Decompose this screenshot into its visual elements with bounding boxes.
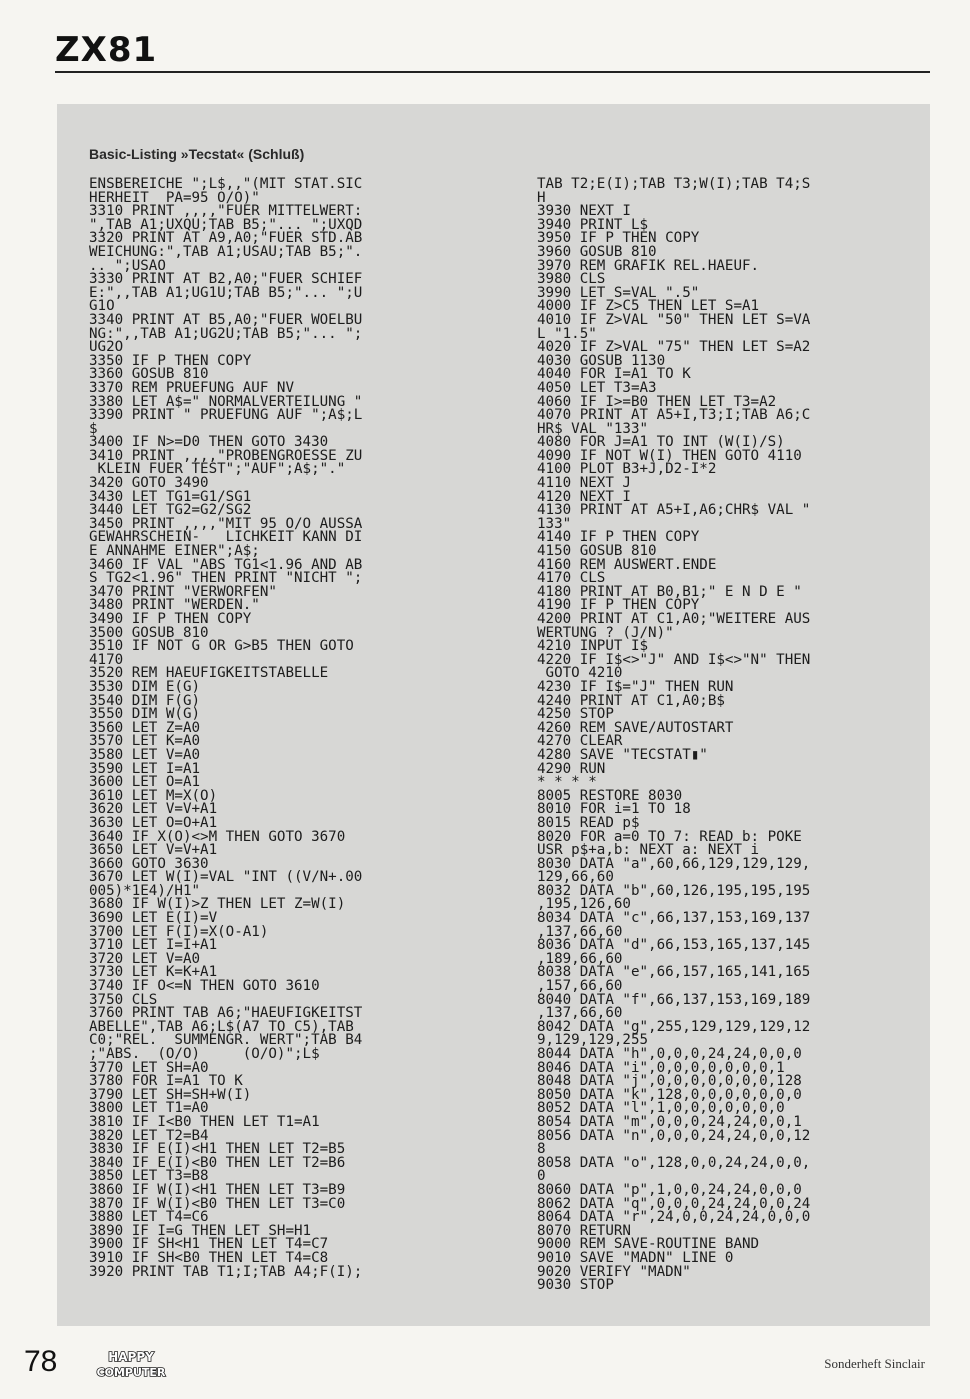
code-line: 3490 IF P THEN COPY <box>89 611 252 627</box>
code-line: H <box>537 189 546 206</box>
code-line: 3550 DIM W(G) <box>89 706 201 723</box>
code-line: USR p$+a,b: NEXT a: NEXT i <box>537 842 760 859</box>
listing-caption: Basic-Listing »Tecstat« (Schluß) <box>89 146 305 162</box>
code-line: 4220 IF I$<>"J" AND I$<>"N" THEN <box>537 651 811 668</box>
code-line: 8054 DATA "m",0,0,0,24,24,0,0,1 <box>537 1113 802 1130</box>
code-line: ABELLE",TAB A6;L$(A7 TO C5),TAB <box>89 1018 354 1035</box>
code-line: 3330 PRINT AT B2,A0;"FUER SCHIEF <box>89 271 363 288</box>
code-line: 3720 LET V=A0 <box>89 950 201 967</box>
code-line: 4210 INPUT I$ <box>537 638 649 655</box>
code-line: 3680 IF W(I)>Z THEN LET Z=W(I) <box>89 896 346 913</box>
code-line: E ANNAHME EINER";A$; <box>89 543 260 560</box>
code-line: .. ";USAO <box>89 257 166 274</box>
code-line: 8036 DATA "d",66,153,165,137,145 <box>537 937 811 954</box>
code-line: 3630 LET O=O+A1 <box>89 814 218 831</box>
code-line: 4080 FOR J=A1 TO INT (W(I)/S) <box>537 434 785 451</box>
code-line: 3900 IF SH<H1 THEN LET T4=C7 <box>89 1236 329 1253</box>
code-line: 3450 PRINT ,,,,"MIT 95 O/O AUSSA <box>89 515 363 532</box>
code-line: 4160 REM AUSWERT.ENDE <box>537 556 717 573</box>
code-line: NG:",,TAB A1;UG2U;TAB B5;"... "; <box>89 325 363 342</box>
code-line: * * * * <box>537 774 597 791</box>
code-line: 4250 STOP <box>537 706 614 723</box>
code-line: 8048 DATA "j",0,0,0,0,0,0,0,128 <box>537 1073 802 1090</box>
code-line: 3340 PRINT AT B5,A0;"FUER WOELBU <box>89 311 363 328</box>
code-line: 8058 DATA "o",128,0,0,24,24,0,0, <box>537 1154 811 1171</box>
code-line: 3410 PRINT ,,,,"PROBENGROESSE ZU <box>89 447 363 464</box>
code-line: 3400 IF N>=D0 THEN GOTO 3430 <box>89 434 329 451</box>
logo-text-top: HAPPY <box>108 1350 154 1364</box>
code-line: 3350 IF P THEN COPY <box>89 352 252 369</box>
code-line: 3710 LET I=I+A1 <box>89 937 218 954</box>
code-line: 4040 FOR I=A1 TO K <box>537 366 691 383</box>
code-line: 3470 PRINT "VERWORFEN" <box>89 583 277 600</box>
code-line: GOTO 4210 <box>537 665 623 682</box>
code-line: 3390 PRINT " PRUEFUNG AUF ";A$;L <box>89 407 363 424</box>
code-line: 005)*1E4)/H1" <box>89 882 201 899</box>
code-line: 8062 DATA "q",0,0,0,24,24,0,0,24 <box>537 1195 811 1212</box>
code-line: 3920 PRINT TAB T1;I;TAB A4;F(I); <box>89 1263 363 1280</box>
code-line: 3430 LET TG1=G1/SG1 <box>89 488 252 505</box>
code-line: ,195,126,60 <box>537 896 631 913</box>
code-line: 8005 RESTORE 8030 <box>537 787 683 804</box>
code-line: 4260 REM SAVE/AUTOSTART <box>537 719 734 736</box>
code-line: 3510 IF NOT G OR G>B5 THEN GOTO <box>89 638 354 655</box>
code-line: 8050 DATA "k",128,0,0,0,0,0,0,0 <box>537 1086 802 1103</box>
code-line: 4170 <box>89 651 124 668</box>
code-line: 3460 IF VAL "ABS TG1<1.96 AND AB <box>89 556 363 573</box>
code-line: 8015 READ p$ <box>537 814 640 831</box>
code-line: 3730 LET K=K+A1 <box>89 964 218 981</box>
code-line: $ <box>89 420 98 437</box>
code-line: 3660 GOTO 3630 <box>89 855 209 872</box>
code-line: HERHEIT PA=95 O/O)" <box>89 189 260 206</box>
code-line: 3820 LET T2=B4 <box>89 1127 209 1144</box>
header-rule <box>55 71 930 73</box>
code-line: 129,66,60 <box>537 869 614 886</box>
code-line: 4270 CLEAR <box>537 733 623 750</box>
code-line: 4200 PRINT AT C1,A0;"WEITERE AUS <box>537 611 811 627</box>
code-line: 8030 DATA "a",60,66,129,129,129, <box>537 855 811 872</box>
code-line: 3760 PRINT TAB A6;"HAEUFIGKEITST <box>89 1005 363 1022</box>
code-line: 9020 VERIFY "MADN" <box>537 1263 691 1280</box>
code-line: 8010 FOR i=1 TO 18 <box>537 801 691 818</box>
code-line: 3610 LET M=X(O) <box>89 787 218 804</box>
code-line: 3690 LET E(I)=V <box>89 910 218 927</box>
code-line: 3940 PRINT L$ <box>537 216 649 233</box>
code-line: 4240 PRINT AT C1,A0;B$ <box>537 692 725 709</box>
logo-text-bottom: COMPUTER <box>96 1366 166 1379</box>
code-line: 8042 DATA "g",255,129,129,129,12 <box>537 1018 811 1035</box>
code-line: 3850 LET T3=B8 <box>89 1168 209 1185</box>
code-line: 3740 IF O<=N THEN GOTO 3610 <box>89 978 320 995</box>
code-line: 3870 IF W(I)<B0 THEN LET T3=C0 <box>89 1195 346 1212</box>
code-line: 8070 RETURN <box>537 1222 631 1239</box>
code-line: 8046 DATA "i",0,0,0,0,0,0,0,1 <box>537 1059 785 1076</box>
code-line: 4230 IF I$="J" THEN RUN <box>537 678 734 695</box>
code-line: 4140 IF P THEN COPY <box>537 529 700 546</box>
code-line: 9,129,129,255 <box>537 1032 649 1049</box>
code-line: ,189,66,60 <box>537 950 623 967</box>
code-line: 3910 IF SH<B0 THEN LET T4=C8 <box>89 1249 329 1266</box>
code-line: 4070 PRINT AT A5+I,T3;I;TAB A6;C <box>537 407 811 424</box>
code-line: 3570 LET K=A0 <box>89 733 201 750</box>
code-line: 8032 DATA "b",60,126,195,195,195 <box>537 882 811 899</box>
code-line: 3980 CLS <box>537 271 606 288</box>
code-line: 8 <box>537 1141 546 1158</box>
code-line: 3310 PRINT ,,,,"FUER MITTELWERT: <box>89 203 363 220</box>
code-line: 3770 LET SH=A0 <box>89 1059 209 1076</box>
code-line: 4130 PRINT AT A5+I,A6;CHR$ VAL " <box>537 502 811 519</box>
code-line: 3880 LET T4=C6 <box>89 1209 209 1226</box>
code-line: 133" <box>537 515 572 532</box>
code-line: 8060 DATA "p",1,0,0,24,24,0,0,0 <box>537 1181 802 1198</box>
code-line: UG2O <box>89 339 124 356</box>
code-line: 3990 LET S=VAL ".5" <box>537 284 700 301</box>
code-line: 3860 IF W(I)<H1 THEN LET T3=B9 <box>89 1181 346 1198</box>
code-line: 3970 REM GRAFIK REL.HAEUF. <box>537 257 760 274</box>
listing-column-left <box>89 178 362 1279</box>
code-line: ENSBEREICHE ";L$,,"(MIT STAT.SIC <box>89 176 363 192</box>
code-line: 8064 DATA "r",24,0,0,24,24,0,0,0 <box>537 1209 811 1226</box>
code-line: 3750 CLS <box>89 991 158 1008</box>
code-line: TAB T2;E(I);TAB T3;W(I);TAB T4;S <box>537 176 811 192</box>
code-line: 3480 PRINT "WERDEN." <box>89 597 260 614</box>
code-line: 3930 NEXT I <box>537 203 631 220</box>
code-line: 3620 LET V=V+A1 <box>89 801 218 818</box>
code-line: 4020 IF Z>VAL "75" THEN LET S=A2 <box>537 339 811 356</box>
code-line: 9010 SAVE "MADN" LINE 0 <box>537 1249 734 1266</box>
code-line: WERTUNG ? (J/N)" <box>537 624 674 641</box>
code-line: 4090 IF NOT W(I) THEN GOTO 4110 <box>537 447 802 464</box>
code-line: 3650 LET V=V+A1 <box>89 842 218 859</box>
code-line: 3950 IF P THEN COPY <box>537 230 700 247</box>
code-line: 8034 DATA "c",66,137,153,169,137 <box>537 910 811 927</box>
code-line: 8040 DATA "f",66,137,153,169,189 <box>537 991 811 1008</box>
publication-name: Sonderheft Sinclair <box>824 1356 925 1371</box>
code-line: 3590 LET I=A1 <box>89 760 201 777</box>
code-line: 4010 IF Z>VAL "50" THEN LET S=VA <box>537 311 811 328</box>
code-line: 3790 LET SH=SH+W(I) <box>89 1086 252 1103</box>
code-line: 3370 REM PRUEFUNG AUF NV <box>89 379 294 396</box>
code-line: ,157,66,60 <box>537 978 623 995</box>
code-line: GEWAHRSCHEIN- LICHKEIT KANN DI <box>89 529 363 546</box>
magazine-section-title: ZX81 <box>55 30 158 70</box>
code-line: 8020 FOR a=0 TO 7: READ b: POKE <box>537 828 802 845</box>
code-line: WEICHUNG:",TAB A1;USAU;TAB B5;". <box>89 243 363 260</box>
code-line: L "1.5" <box>537 325 597 342</box>
code-line: C0;"REL. SUMMENGR. WERT";TAB B4 <box>89 1032 363 1049</box>
code-line: 4100 PLOT B3+J,D2-I*2 <box>537 461 717 478</box>
code-line: 3440 LET TG2=G2/SG2 <box>89 502 252 519</box>
code-line: 8038 DATA "e",66,157,165,141,165 <box>537 964 811 981</box>
code-line: 3580 LET V=A0 <box>89 746 201 763</box>
code-line: 3540 DIM F(G) <box>89 692 201 709</box>
code-line: 3380 LET A$=" NORMALVERTEILUNG " <box>89 393 363 410</box>
code-line: 4110 NEXT J <box>537 475 631 492</box>
code-line: 3670 LET W(I)=VAL "INT ((V/N+.00 <box>89 869 363 886</box>
code-line: 8044 DATA "h",0,0,0,24,24,0,0,0 <box>537 1046 802 1062</box>
code-line: G1O <box>89 298 115 315</box>
code-line: 4180 PRINT AT B0,B1;" E N D E " <box>537 583 802 600</box>
code-line: 9000 REM SAVE-ROUTINE BAND <box>537 1236 760 1253</box>
code-line: 0 <box>537 1168 546 1185</box>
code-line: 3960 GOSUB 810 <box>537 243 657 260</box>
code-line: 4290 RUN <box>537 760 606 777</box>
code-line: 3530 DIM E(G) <box>89 678 201 695</box>
code-line: 3420 GOTO 3490 <box>89 475 209 492</box>
code-line: 3320 PRINT AT A9,A0;"FUER STD.AB <box>89 230 363 247</box>
code-line: ,137,66,60 <box>537 1005 623 1022</box>
code-line: ;"ABS. (O/O) (O/O)";L$ <box>89 1046 320 1062</box>
code-line: ",TAB A1;UXQU;TAB B5;"... ";UXQD <box>89 216 363 233</box>
code-line: 4050 LET T3=A3 <box>537 379 657 396</box>
code-line: 3890 IF I=G THEN LET SH=H1 <box>89 1222 312 1239</box>
code-line: 4000 IF Z>C5 THEN LET S=A1 <box>537 298 760 315</box>
code-line: 3640 IF X(O)<>M THEN GOTO 3670 <box>89 828 346 845</box>
code-line: 3520 REM HAEUFIGKEITSTABELLE <box>89 665 329 682</box>
code-line: ,137,66,60 <box>537 923 623 940</box>
code-line: 3560 LET Z=A0 <box>89 719 201 736</box>
code-line: 4190 IF P THEN COPY <box>537 597 700 614</box>
page-number: 78 <box>24 1345 58 1378</box>
listing-column-right <box>537 178 810 1293</box>
code-line: 3800 LET T1=A0 <box>89 1100 209 1117</box>
code-line: 4120 NEXT I <box>537 488 631 505</box>
code-line: 8052 DATA "l",1,0,0,0,0,0,0,0 <box>537 1100 785 1117</box>
code-line: E:",,TAB A1;UG1U;TAB B5;"... ";U <box>89 284 363 301</box>
code-line: S TG2<1.96" THEN PRINT "NICHT "; <box>89 570 363 587</box>
code-line: 4150 GOSUB 810 <box>537 543 657 560</box>
code-line: 3780 FOR I=A1 TO K <box>89 1073 243 1090</box>
code-line: KLEIN FUER TEST";"AUF";A$;"." <box>89 461 346 478</box>
code-line: 4030 GOSUB 1130 <box>537 352 666 369</box>
code-line: 4170 CLS <box>537 570 606 587</box>
code-line: 3840 IF E(I)<B0 THEN LET T2=B6 <box>89 1154 346 1171</box>
happy-computer-logo <box>90 1347 172 1381</box>
code-line: 3810 IF I<B0 THEN LET T1=A1 <box>89 1113 320 1130</box>
code-line: 3830 IF E(I)<H1 THEN LET T2=B5 <box>89 1141 346 1158</box>
code-line: 3600 LET O=A1 <box>89 774 201 791</box>
code-line: 8056 DATA "n",0,0,0,24,24,0,0,12 <box>537 1127 811 1144</box>
code-line: 3700 LET F(I)=X(O-A1) <box>89 923 269 940</box>
code-line: 9030 STOP <box>537 1277 614 1294</box>
code-line: 3360 GOSUB 810 <box>89 366 209 383</box>
code-line: 4060 IF I>=B0 THEN LET T3=A2 <box>537 393 777 410</box>
code-line: 3500 GOSUB 810 <box>89 624 209 641</box>
code-line: 4280 SAVE "TECSTAT▮" <box>537 746 708 763</box>
code-line: HR$ VAL "133" <box>537 420 649 437</box>
